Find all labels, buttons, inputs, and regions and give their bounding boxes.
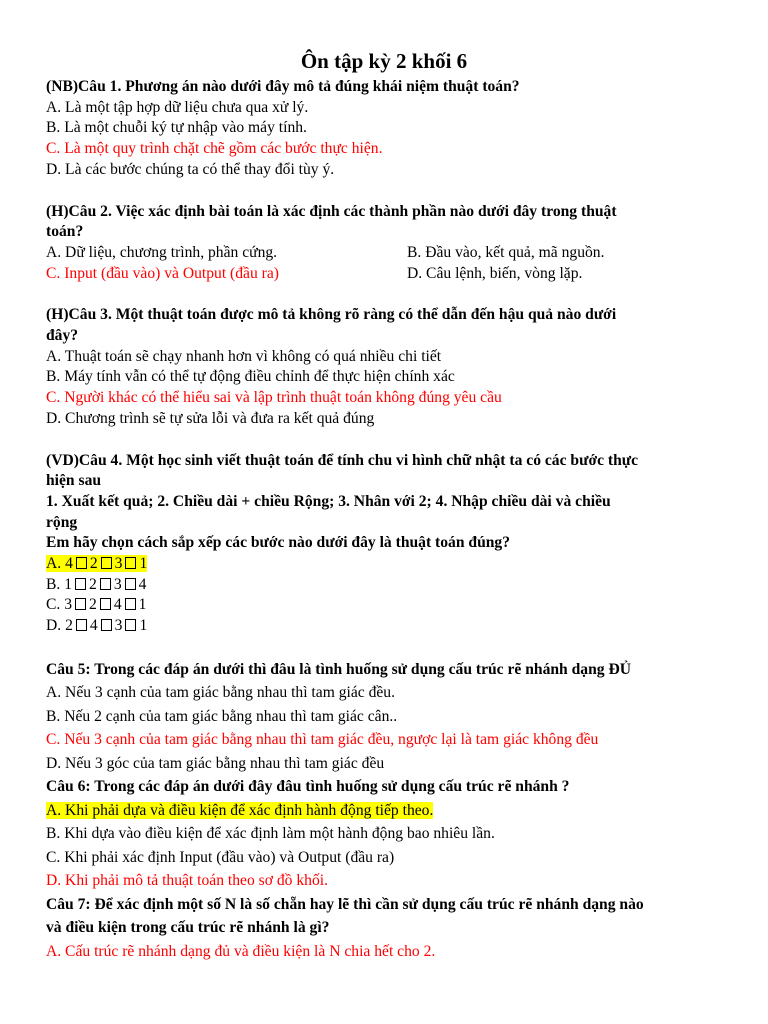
arrow-glyph-icon — [101, 557, 112, 569]
step-number: 4 — [65, 555, 73, 573]
question-1-option-d: D. Là các bước chúng ta có thể thay đổi tùy ý. — [46, 160, 335, 178]
question-1-text: (NB)Câu 1. Phương án nào dưới đây mô tả đúng khái niệm thuật toán? — [46, 78, 520, 95]
step-number: 1 — [139, 617, 148, 635]
question-4-option-b — [46, 575, 726, 596]
question-5-option-b: B. Nếu 2 cạnh của tam giác bằng nhau thì tam giác cân.. — [46, 707, 398, 725]
question-4-steps-line-1: 1. Xuất kết quả; 2. Chiều dài + chiều Rộng; 3. Nhân với 2; 4. Nhập chiều dài và chiều — [46, 492, 611, 510]
option-a-text: A. Khi phải dựa và điều kiện để xác định hành động tiếp theo. — [46, 801, 434, 819]
question-7-text-line-1: Câu 7: Để xác định một số N là số chẵn hay lẽ thì cần sử dụng cấu trúc rẽ nhánh dạng nào — [46, 895, 644, 913]
question-6-option-d-answer: D. Khi phải mô tả thuật toán theo sơ đồ khối. — [46, 872, 328, 890]
question-3-option-a: A. Thuật toán sẽ chạy nhanh hơn vì không có quá nhiều chi tiết — [46, 347, 442, 365]
arrow-glyph-icon — [125, 619, 136, 631]
question-6 — [46, 775, 726, 893]
arrow-glyph-icon — [101, 619, 112, 631]
question-4-option-a-answer — [46, 554, 726, 575]
question-6-option-b: B. Khi dựa vào điều kiện để xác định làm một hành động bao nhiêu lần. — [46, 825, 495, 843]
question-2-option-b: B. Đầu vào, kết quả, mã nguồn. — [407, 243, 605, 261]
arrow-glyph-icon — [100, 578, 111, 590]
question-2-text-line-2: toán? — [46, 223, 84, 241]
step-number: 3 — [114, 555, 123, 573]
step-number: 3 — [113, 575, 122, 593]
question-3-option-c-answer: C. Người khác có thể hiểu sai và lập trình thuật toán không đúng yêu cầu — [46, 389, 502, 407]
question-3-text-line-1: (H)Câu 3. Một thuật toán được mô tả không rõ ràng có thể dẫn đến hậu quả nào dưới — [46, 306, 617, 324]
step-number: 4 — [89, 617, 98, 635]
question-5 — [46, 658, 726, 776]
step-number: 2 — [65, 617, 73, 635]
document-body — [46, 77, 726, 963]
question-2-options-row-2 — [46, 264, 726, 285]
question-7-option-a-answer: A. Cấu trúc rẽ nhánh dạng đủ và điều kiện là N chia hết cho 2. — [46, 942, 436, 960]
step-number: 4 — [113, 596, 122, 614]
question-6-option-a-highlighted — [46, 799, 726, 823]
question-3-option-d: D. Chương trình sẽ tự sửa lỗi và đưa ra kết quả đúng — [46, 409, 375, 427]
question-4-steps-line-2: rộng — [46, 513, 78, 531]
step-number: 1 — [139, 555, 148, 573]
question-2-option-a: A. Dữ liệu, chương trình, phần cứng. — [46, 243, 278, 261]
option-letter: B. — [46, 575, 61, 593]
arrow-glyph-icon — [76, 619, 87, 631]
question-1-option-a: A. Là một tập hợp dữ liệu chưa qua xử lý. — [46, 98, 309, 116]
question-2-text-line-1: (H)Câu 2. Việc xác định bài toán là xác định các thành phần nào dưới đây trong thuật — [46, 202, 617, 220]
question-4-option-c — [46, 595, 726, 616]
question-3-option-b: B. Máy tính vẫn có thể tự động điều chỉnh để thực hiện chính xác — [46, 368, 455, 386]
answer-highlight — [46, 555, 147, 572]
arrow-glyph-icon — [75, 598, 86, 610]
arrow-glyph-icon — [100, 598, 111, 610]
step-number: 2 — [89, 555, 98, 573]
step-number: 4 — [138, 575, 147, 593]
question-4-text-line-1: (VD)Câu 4. Một học sinh viết thuật toán để tính chu vi hình chữ nhật ta có các bước thực — [46, 451, 639, 469]
question-4-prompt: Em hãy chọn cách sắp xếp các bước nào dưới đây là thuật toán đúng? — [46, 534, 511, 552]
question-3 — [46, 305, 726, 429]
question-6-text: Câu 6: Trong các đáp án dưới đây đâu tình huống sử dụng cấu trúc rẽ nhánh ? — [46, 778, 570, 796]
question-7 — [46, 893, 726, 964]
arrow-glyph-icon — [76, 557, 87, 569]
question-1-option-b: B. Là một chuỗi ký tự nhập vào máy tính. — [46, 119, 307, 137]
step-number: 2 — [89, 575, 97, 593]
step-number: 3 — [114, 617, 123, 635]
step-number: 1 — [138, 596, 147, 614]
question-7-text-line-2: và điều kiện trong cấu trúc rẽ nhánh là gì? — [46, 919, 330, 937]
question-4-option-d — [46, 616, 726, 637]
question-5-text: Câu 5: Trong các đáp án dưới thì đâu là tình huống sử dụng cấu trúc rẽ nhánh dạng ĐỦ — [46, 660, 631, 678]
question-1 — [46, 77, 726, 181]
option-letter: D. — [46, 617, 62, 635]
step-number: 2 — [89, 596, 97, 614]
step-number: 1 — [64, 575, 73, 593]
arrow-glyph-icon — [125, 557, 136, 569]
question-6-option-c: C. Khi phải xác định Input (đầu vào) và Output (đầu ra) — [46, 848, 395, 866]
question-4 — [46, 451, 726, 637]
question-2-options-row-1 — [46, 243, 726, 264]
question-2 — [46, 202, 726, 285]
arrow-glyph-icon — [75, 578, 86, 590]
step-number: 3 — [64, 596, 73, 614]
option-letter: A. — [46, 555, 62, 573]
question-2-option-d: D. Câu lệnh, biến, vòng lặp. — [407, 264, 583, 282]
question-5-option-c-answer: C. Nếu 3 cạnh của tam giác bằng nhau thì tam giác đều, ngược lại là tam giác không đều — [46, 731, 599, 749]
question-3-text-line-2: đây? — [46, 327, 79, 345]
arrow-glyph-icon — [125, 578, 136, 590]
question-4-text-line-2: hiện sau — [46, 472, 102, 490]
question-2-option-c-answer: C. Input (đầu vào) và Output (đầu ra) — [46, 264, 279, 282]
question-1-option-c-answer: C. Là một quy trình chặt chẽ gồm các bước thực hiện. — [46, 140, 383, 158]
question-5-option-d: D. Nếu 3 góc của tam giác bằng nhau thì tam giác đều — [46, 754, 385, 772]
option-letter: C. — [46, 596, 61, 614]
page-title: Ôn tập kỳ 2 khối 6 — [300, 49, 468, 73]
question-5-option-a: A. Nếu 3 cạnh của tam giác bằng nhau thì tam giác đều. — [46, 684, 396, 702]
arrow-glyph-icon — [125, 598, 136, 610]
